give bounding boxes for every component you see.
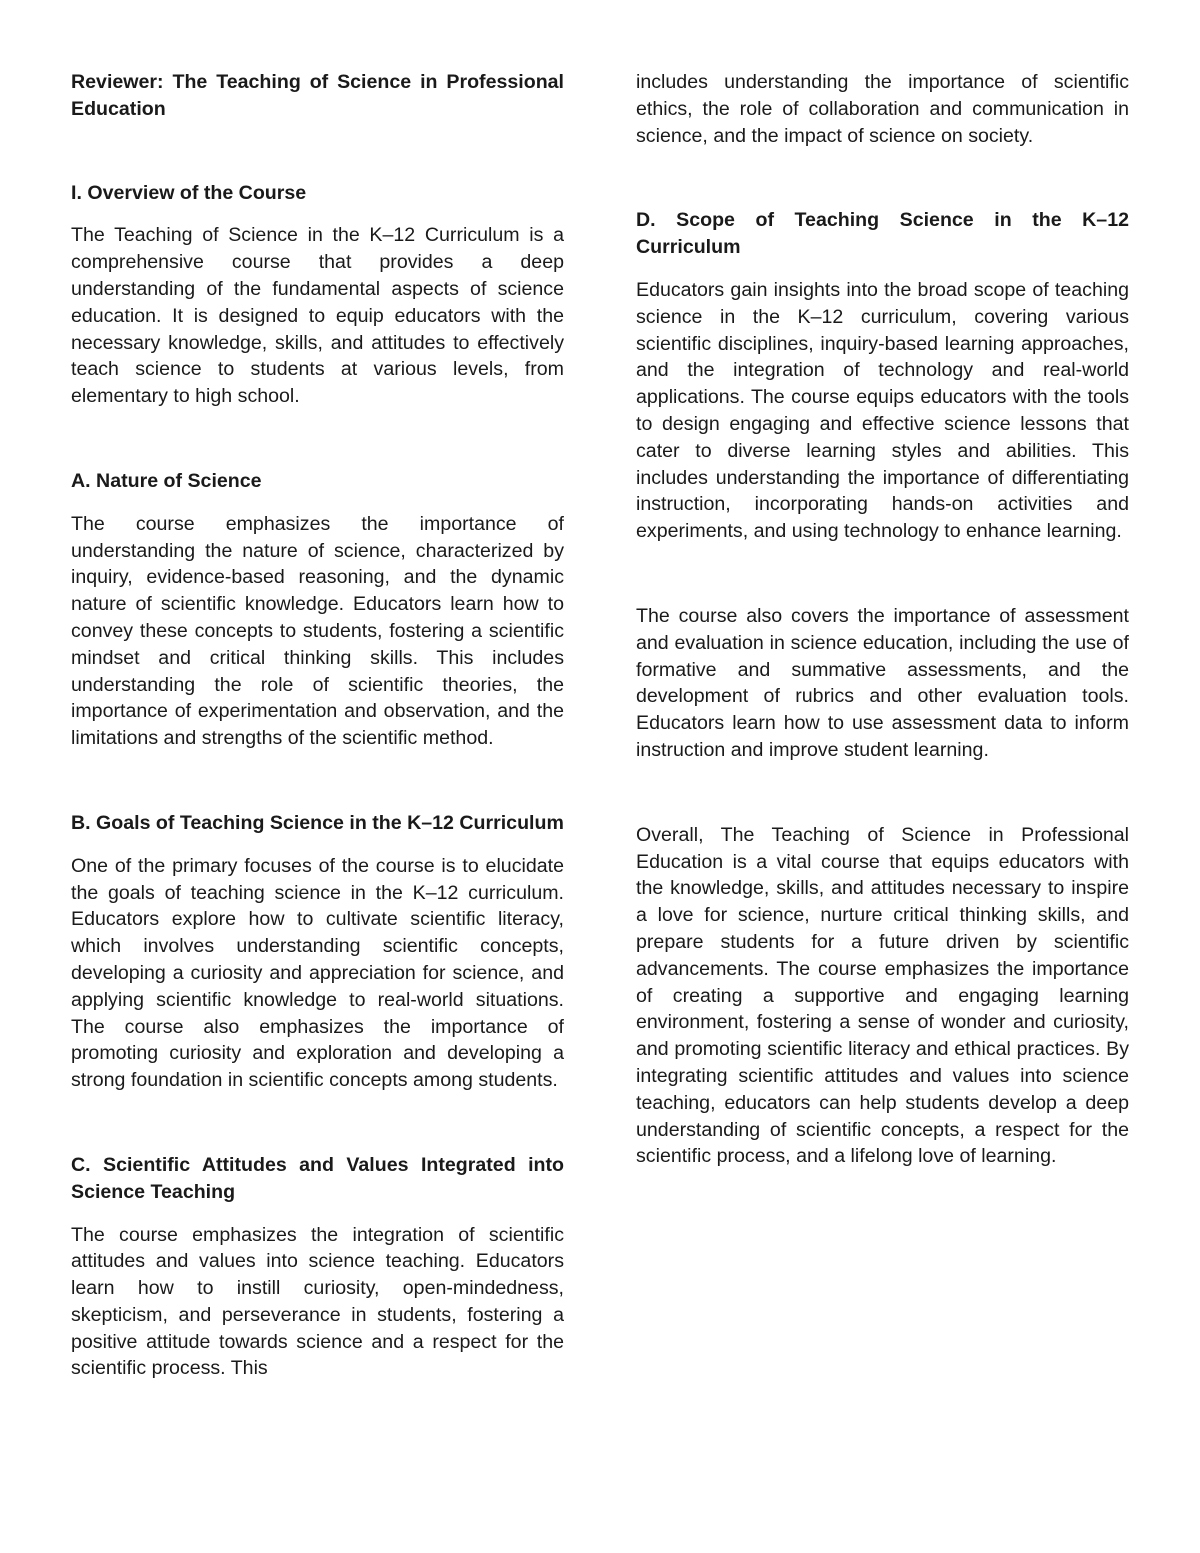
attitudes-paragraph-part2: includes understanding the importance of scientific ethics, the role of collaboration and communication in science, and the impact of science on society. — [636, 71, 1129, 147]
conclusion-paragraph: Overall, The Teaching of Science in Professional Education is a vital course that equips educators with the knowledge, skills, and attitudes necessary to inspire a love for science, nurture critical thinking skills, and prepare students for a future driven by scientific advancements. The course emphasizes the importance of creating a supportive and engaging learning environment, fostering a sense of wonder and curiosity, and promoting scientific literacy and ethical practices. By integrating scientific attitudes and values into science teaching, educators can help students develop a deep understanding of scientific concepts, a respect for the scientific process, and a lifelong love of learning. — [636, 823, 1129, 1168]
scope-paragraph: Educators gain insights into the broad scope of teaching science in the K–12 curriculum, covering various scientific disciplines, inquiry-based learning approaches, and the integration of technology and real-world applications. The course equips educators with the tools to design engaging and effective science lessons that cater to diverse learning styles and abilities. This includes understanding the importance of differentiating instruction, incorporating hands-on activities and experiments, and using technology to enhance learning. — [636, 278, 1129, 543]
right-column — [636, 69, 1129, 1170]
document-title: Reviewer: The Teaching of Science in Professional Education — [71, 71, 564, 120]
attitudes-heading: C. Scientific Attitudes and Values Integrated into Science Teaching — [71, 1153, 564, 1203]
goals-heading: B. Goals of Teaching Science in the K–12 Curriculum — [71, 811, 564, 834]
nature-paragraph: The course emphasizes the importance of understanding the nature of science, characterized by inquiry, evidence-based reasoning, and the dynamic nature of scientific knowledge. Educators learn how to convey these concepts to students, fostering a scientific mindset and critical thinking skills. This includes understanding the role of scientific theories, the importance of experimentation and observation, and the limitations and strengths of the scientific method. — [71, 512, 564, 750]
goals-paragraph: One of the primary focuses of the course is to elucidate the goals of teaching science in the K–12 curriculum. Educators explore how to cultivate scientific literacy, which involves understanding scientific concepts, developing a curiosity and appreciation for science, and applying scientific knowledge to real-world situations. The course also emphasizes the importance of promoting curiosity and exploration and developing a strong foundation in scientific concepts among students. — [71, 854, 564, 1092]
overview-paragraph: The Teaching of Science in the K–12 Curriculum is a comprehensive course that provides a deep understanding of the fundamental aspects of science education. It is designed to equip educators with the necessary knowledge, skills, and attitudes to effectively teach science to students at various levels, from elementary to high school. — [71, 224, 564, 408]
nature-heading: A. Nature of Science — [71, 469, 262, 492]
assessment-paragraph: The course also covers the importance of assessment and evaluation in science education, including the use of formative and summative assessments, and the development of rubrics and other evaluation tools. Educators learn how to use assessment data to inform instruction and improve student learning. — [636, 604, 1129, 761]
left-column — [71, 69, 564, 1382]
overview-heading: I. Overview of the Course — [71, 181, 307, 204]
attitudes-paragraph-part1: The course emphasizes the integration of scientific attitudes and values into science teaching. Educators learn how to instill curiosity, open-mindedness, skepticism, and perseverance in students, fostering a positive attitude towards science and a respect for the scientific process. This — [71, 1223, 564, 1380]
scope-heading: D. Scope of Teaching Science in the K–12 Curriculum — [636, 209, 1129, 259]
